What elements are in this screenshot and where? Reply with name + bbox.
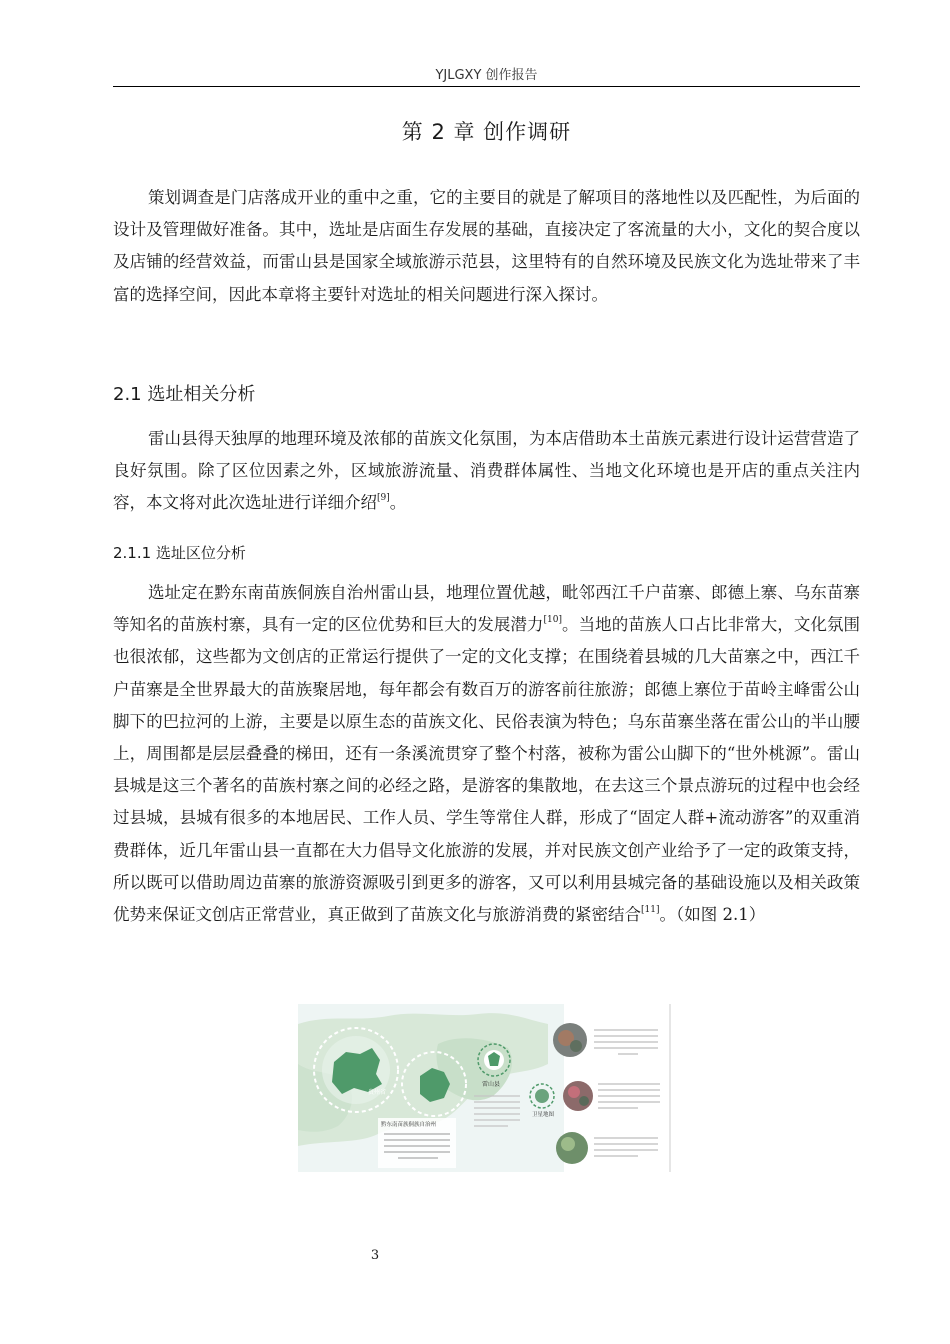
- label-guizhou: 贵州省: [368, 1089, 387, 1096]
- section-2-1-paragraph: [113, 423, 860, 520]
- header-rule: [113, 86, 860, 87]
- page-number: 3: [370, 1248, 380, 1263]
- section-2-1-1-paragraph: [113, 577, 860, 931]
- section-2-1-1-text-c: 。（如图 2.1）: [659, 905, 766, 925]
- intro-paragraph: 策划调查是门店落成开业的重中之重，它的主要目的就是了解项目的落地性以及匹配性，为后面的设计及管理做好准备。其中，选址是店面生存发展的基础，直接决定了客流量的大小，文化的契合度以及店铺的经营效益，而雷山县是国家全域旅游示范县，这里特有的自然环境及民族文化为选址带来了丰富的选择空间，因此本章将主要针对选址的相关问题进行深入探讨。: [113, 188, 860, 304]
- label-leishan: 雷山县: [482, 1081, 501, 1088]
- section-2-1-text: 雷山县得天独厚的地理环境及浓郁的苗族文化氛围，为本店借助本土苗族元素进行设计运营营造了良好氛围。除了区位因素之外，区域旅游流量、消费群体属性、当地文化环境也是开店的重点关注内容，本文将对此次选址进行详细介绍: [113, 429, 860, 513]
- section-heading-2-1: 2.1 选址相关分析: [113, 384, 256, 405]
- section-2-1-1-text-a: 选址定在黔东南苗族侗族自治州雷山县，地理位置优越，毗邻西江千户苗寨、郎德上寨、乌东苗寨等知名的苗族村寨，具有一定的区位优势和巨大的发展潜力: [113, 583, 860, 635]
- citation-10: [10]: [543, 615, 562, 626]
- running-header: YJLGXY 创作报告: [435, 68, 538, 83]
- section-heading-2-1-1: 2.1.1 选址区位分析: [113, 544, 246, 562]
- location-map-figure: [298, 1004, 672, 1172]
- section-2-1-end: 。: [389, 493, 407, 513]
- chapter-title: 第 2 章 创作调研: [401, 120, 572, 144]
- citation-11: [11]: [641, 905, 660, 916]
- section-2-1-1-text-b: 。当地的苗族人口占比非常大，文化氛围也很浓郁，这些都为文创店的正常运行提供了一定的文化支撑；在围绕着县城的几大苗寨之中，西江千户苗寨是全世界最大的苗族聚居地，每年都会有数百万的游客前往旅游；郎德上寨位于苗岭主峰雷公山脚下的巴拉河的上游，主要是以原生态的苗族文化、民俗表演为特色；乌东苗寨坐落在雷公山的半山腰上，周围都是层层叠叠的梯田，还有一条溪流贯穿了整个村落，被称为雷公山脚下的“世外桃源”。雷山县城是这三个著名的苗族村寨之间的必经之路，是游客的集散地，在去这三个景点游玩的过程中也会经过县城，县城有很多的本地居民、工作人员、学生等常住人群，形成了“固定人群+流动游客”的双重消费群体，近几年雷山县一直都在大力倡导文化旅游的发展，并对民族文创产业给予了一定的政策支持，所以既可以借助周边苗寨的旅游资源吸引到更多的游客，又可以利用县城完备的基础设施以及相关政策优势来保证文创店正常营业，真正做到了苗族文化与旅游消费的紧密结合: [113, 615, 861, 925]
- label-qdn: 黔东南苗族侗族自治州: [381, 1122, 437, 1128]
- label-satellite: 卫星地图: [532, 1112, 555, 1118]
- citation-9: [9]: [377, 493, 390, 504]
